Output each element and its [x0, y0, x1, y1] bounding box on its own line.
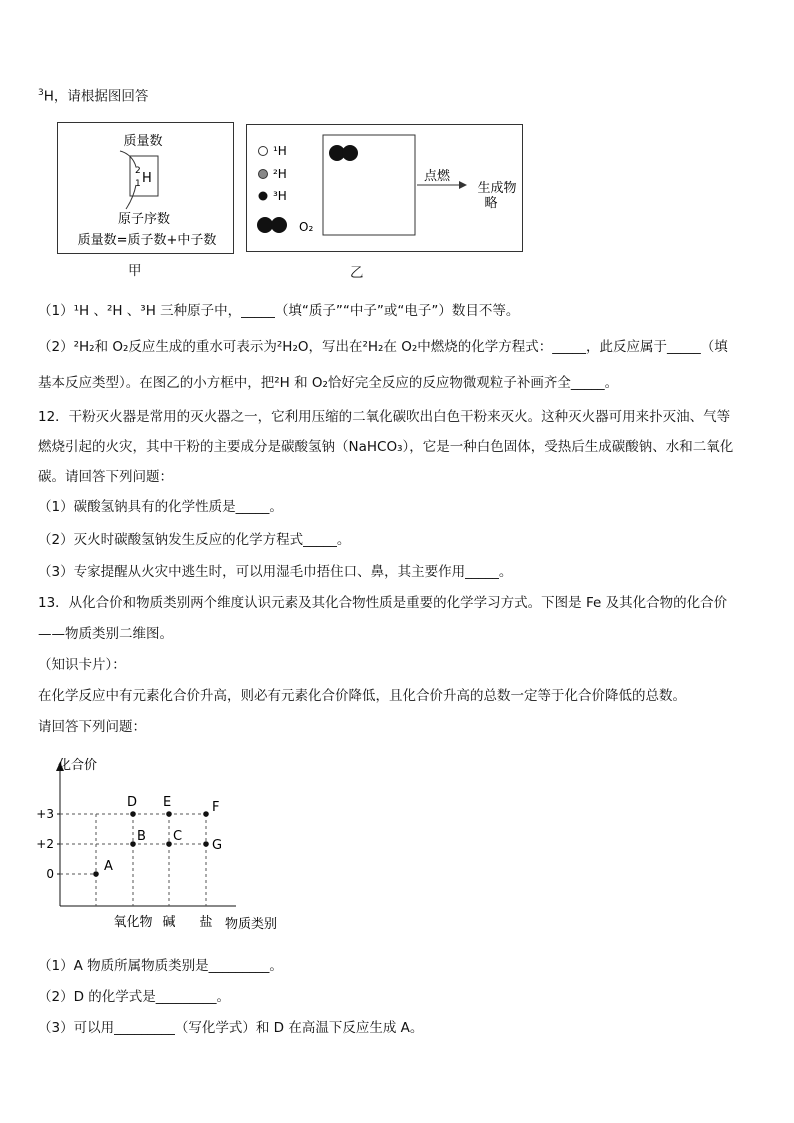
point-label-D: D — [127, 795, 138, 810]
x-tick-label: 碱 — [162, 915, 176, 930]
x-axis-label: 物质类别 — [225, 917, 278, 932]
point-E — [166, 811, 172, 817]
figure-jia-caption: 甲 — [128, 263, 142, 279]
point-label-C: C — [173, 829, 183, 844]
legend-h3: ³H — [273, 189, 287, 203]
q13-card-text: 在化学反应中有元素化合价升高，则必有元素化合价降低，且化合价升高的总数一定等于化合价降低的总数。 — [38, 688, 686, 704]
point-G — [203, 841, 209, 847]
q12-part3: （3）专家提醒从火灾中逃生时，可以用湿毛巾捂住口、鼻，其主要作用_____。 — [38, 564, 513, 580]
point-D — [130, 811, 136, 817]
q12-stem-line2: 燃烧引起的火灾，其中干粉的主要成分是碳酸氢钠（NaHCO₃），它是一种白色固体，受热后生成碳酸钠、水和二氧化 — [38, 439, 734, 455]
point-B — [130, 841, 136, 847]
q13-part1: （1）A 物质所属物质类别是_________。 — [38, 958, 283, 974]
atomic-number-value: 1 — [135, 179, 141, 189]
q12-stem-line1: 12．干粉灭火器是常用的灭火器之一，它利用压缩的二氧化碳吹出白色干粉来灭火。这种灭火器可用来扑灭油、气等 — [38, 409, 731, 425]
x-tick-label: 盐 — [199, 915, 213, 930]
h3-atom-icon — [259, 192, 268, 201]
figure-jia-svg — [58, 123, 233, 253]
figure-yi-caption: 乙 — [350, 265, 364, 281]
h1-atom-icon — [259, 147, 268, 156]
q13-part2: （2）D 的化学式是_________。 — [38, 989, 231, 1005]
atomic-number-label: 原子序数 — [117, 212, 171, 227]
arrow-label: 点燃 — [423, 169, 451, 184]
point-C — [166, 841, 172, 847]
mass-formula: 质量数=质子数+中子数 — [77, 233, 217, 248]
q11-part2-line1: （2）²H₂和 O₂反应生成的重水可表示为²H₂O，写出在²H₂在 O₂中燃烧的化学方程式：_____，此反应属于_____（填 — [38, 339, 728, 355]
intro-line — [38, 84, 148, 106]
q11-part2-line2: 基本反应类型）。在图乙的小方框中，把²H 和 O₂恰好完全反应的反应物微观粒子补画齐全_____。 — [38, 375, 619, 391]
q13-card-title: （知识卡片）： — [38, 657, 126, 673]
mass-pointer-line — [120, 151, 136, 167]
box-o-atom-right — [342, 145, 358, 161]
o2-atom-icon-right — [271, 217, 287, 233]
element-symbol: H — [142, 171, 152, 186]
y-tick-label: +3 — [36, 807, 54, 821]
point-label-B: B — [137, 829, 146, 844]
intro-text: H，请根据图回答 — [43, 88, 149, 105]
point-F — [203, 811, 209, 817]
y-tick-label: +2 — [36, 837, 54, 851]
valence-chart — [30, 752, 330, 942]
y-axis-label: 化合价 — [58, 758, 98, 773]
figure-yi-svg — [247, 125, 522, 251]
mass-number-value: 2 — [135, 166, 141, 176]
legend-o2: O₂ — [299, 220, 314, 234]
product-omitted: 略 — [484, 196, 498, 211]
chart-grid — [60, 814, 206, 906]
figure-yi — [246, 124, 523, 252]
chart-points — [93, 795, 222, 877]
intro-sup: 3 — [38, 88, 44, 98]
figure-jia — [57, 122, 234, 254]
product-label: 生成物 — [477, 181, 517, 196]
point-A — [93, 871, 99, 877]
legend-h2: ²H — [273, 167, 287, 181]
x-tick-label: 氧化物 — [113, 915, 153, 930]
q13-part3: （3）可以用_________（写化学式）和 D 在高温下反应生成 A。 — [38, 1020, 424, 1036]
chart-ticks — [36, 807, 212, 930]
legend-h1: ¹H — [273, 144, 287, 158]
y-tick-label: 0 — [46, 867, 54, 881]
point-label-A: A — [104, 859, 113, 874]
o2-atom-icon-left — [257, 217, 273, 233]
q12-stem-line3: 碳。请回答下列问题： — [38, 469, 173, 485]
arrow-head-icon — [459, 181, 467, 189]
q12-part2: （2）灭火时碳酸氢钠发生反应的化学方程式_____。 — [38, 532, 351, 548]
point-label-G: G — [212, 838, 223, 853]
h2-atom-icon — [259, 170, 268, 179]
q13-ask: 请回答下列问题： — [38, 719, 146, 735]
point-label-F: F — [212, 800, 220, 815]
q12-part1: （1）碳酸氢钠具有的化学性质是_____。 — [38, 499, 283, 515]
q13-stem-line1: 13．从化合价和物质类别两个维度认识元素及其化合物性质是重要的化学学习方式。下图是 Fe 及其化合物的化合价 — [38, 595, 728, 611]
q11-part1: （1）¹H 、²H 、³H 三种原子中，_____（填“质子”“中子”或“电子”）数目不等。 — [38, 303, 520, 319]
point-label-E: E — [163, 795, 172, 810]
mass-number-label: 质量数 — [123, 134, 163, 149]
q13-stem-line2: ——物质类别二维图。 — [38, 626, 173, 642]
